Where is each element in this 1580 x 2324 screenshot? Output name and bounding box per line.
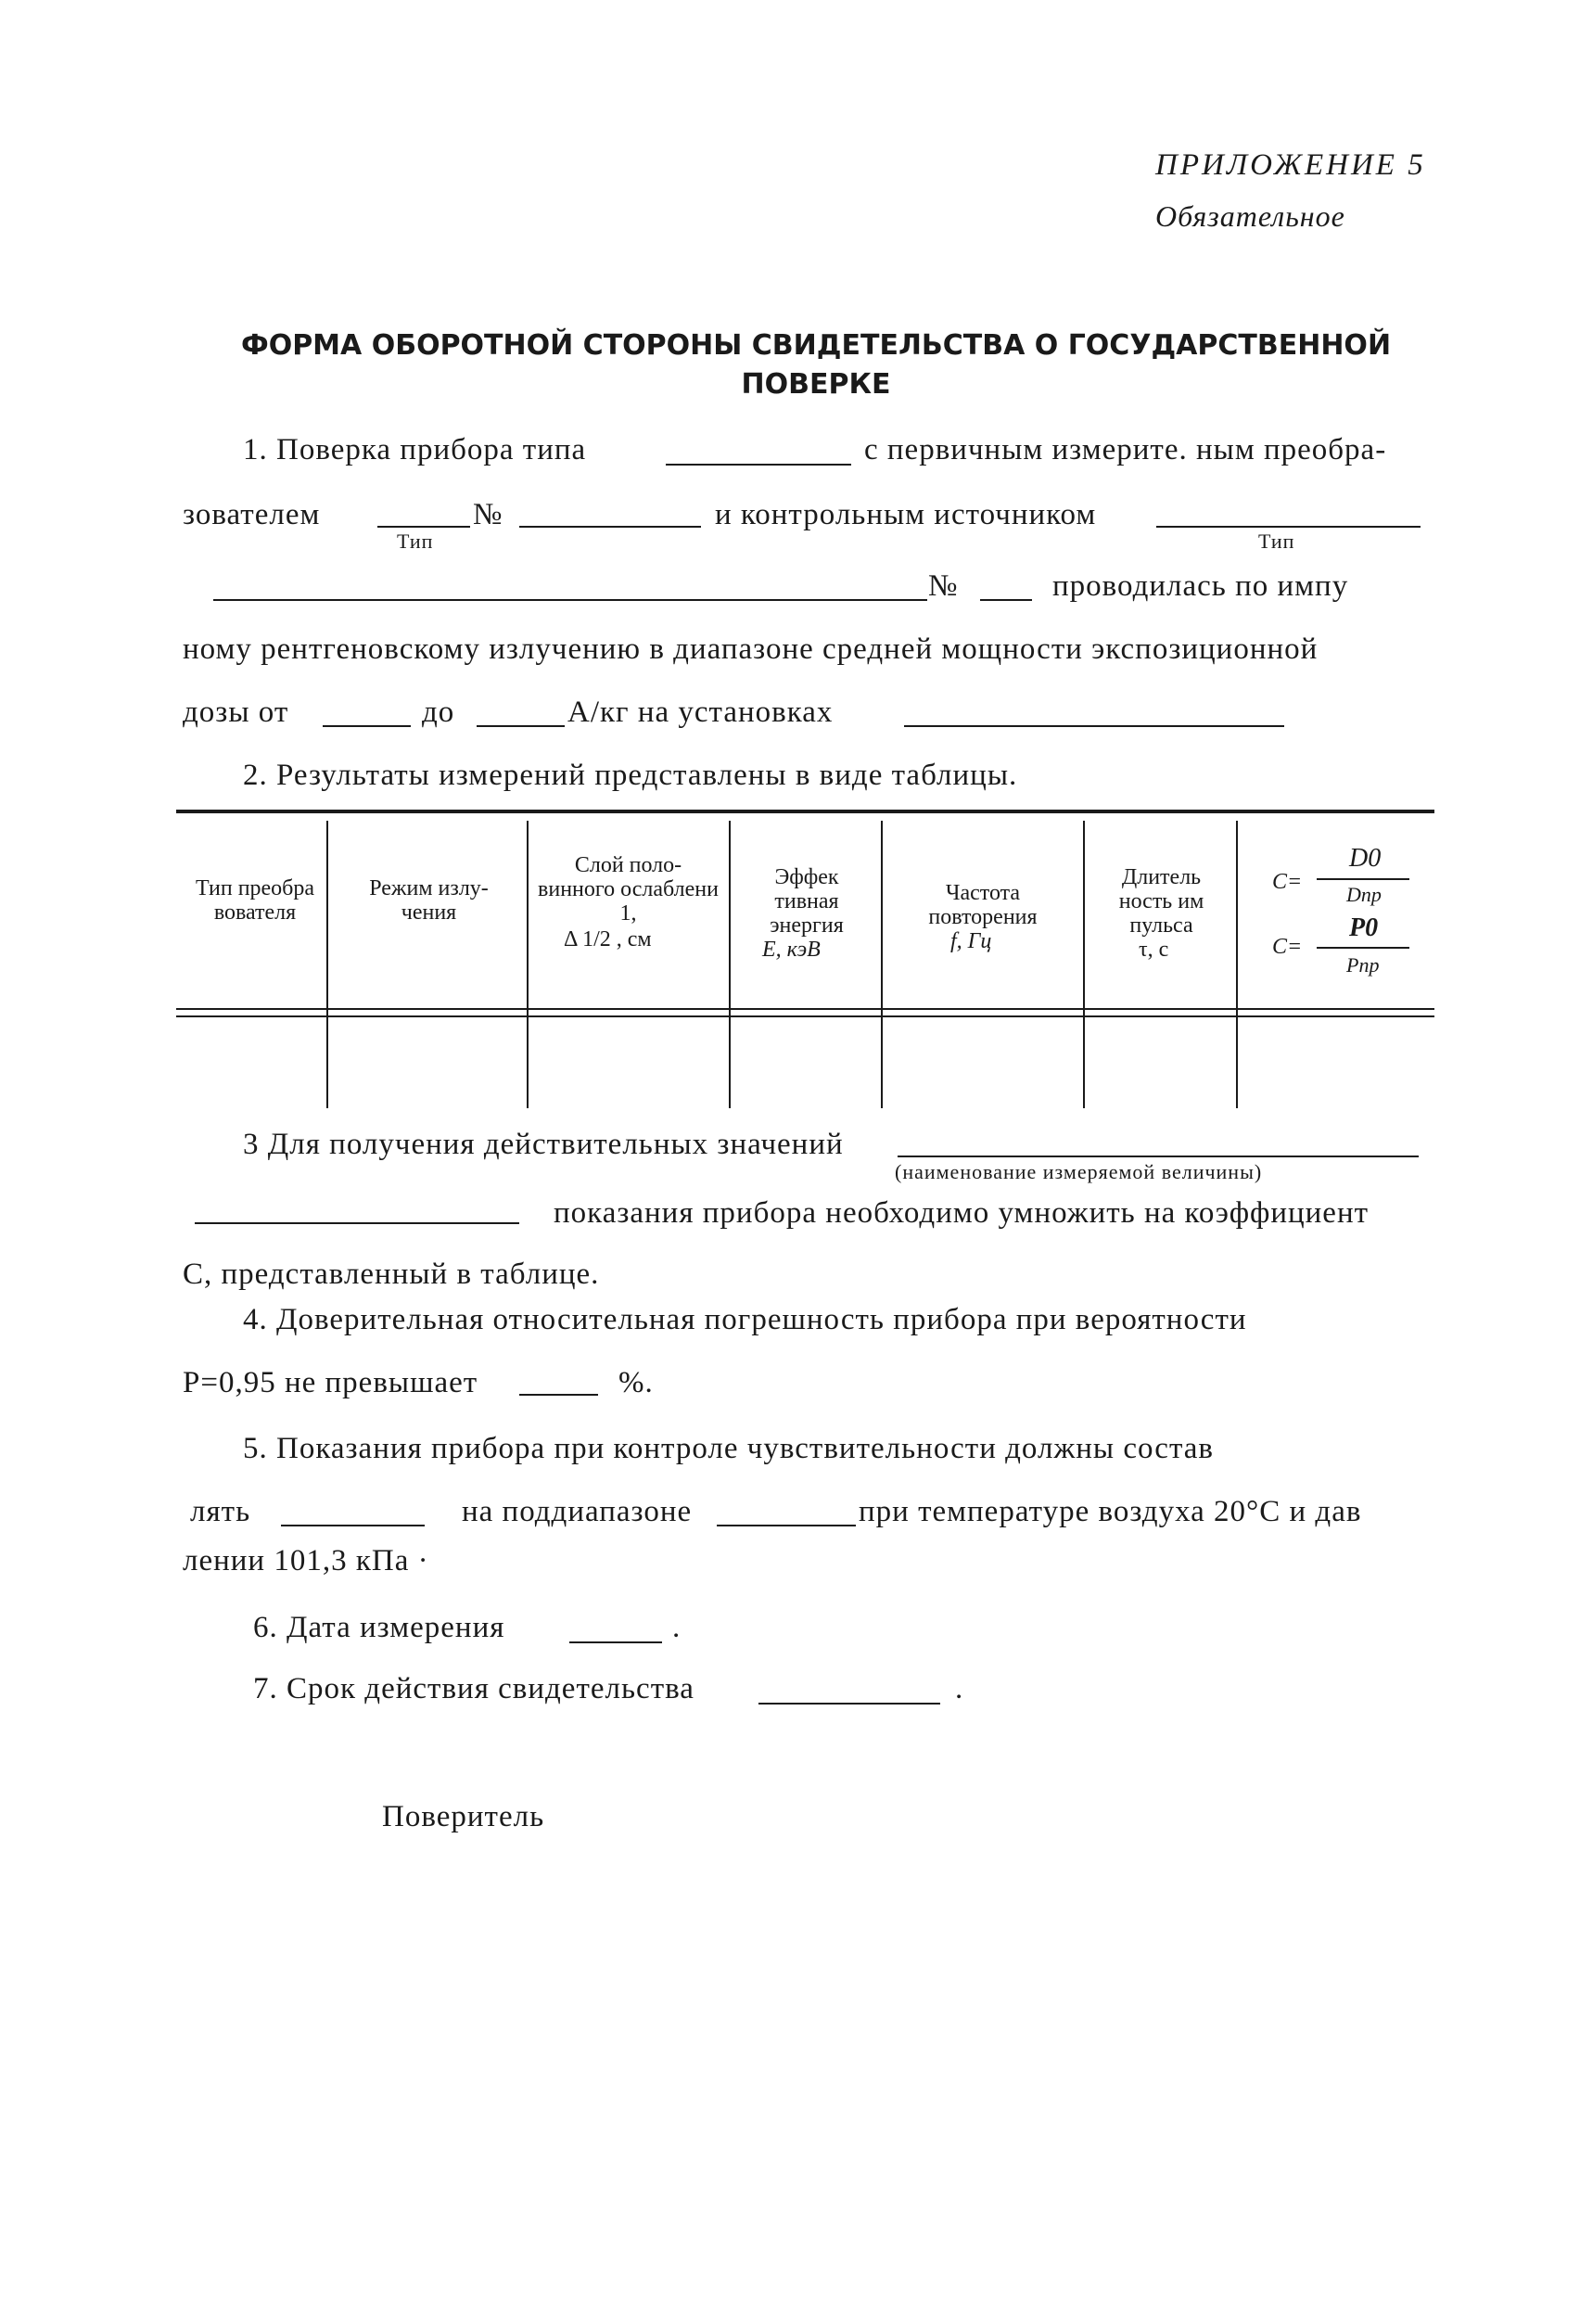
source-name-field[interactable]: [213, 599, 927, 601]
form-title-line1: ФОРМА ОБОРОТНОЙ СТОРОНЫ СВИДЕТЕЛЬСТВА О ГОСУДАРСТВЕННОЙ: [240, 329, 1392, 362]
measured-quantity-caption: (наименование измеряемой величины): [895, 1160, 1263, 1183]
item1-text-d: и контрольным источником: [715, 498, 1097, 531]
installations-field[interactable]: [904, 725, 1284, 727]
item4-text-b: P=0,95 не превышает: [183, 1366, 478, 1399]
col-repetition-rate: Частота повторения: [928, 881, 1038, 929]
item1-text-c: зователем: [183, 498, 321, 531]
item5-text-d: при температуре воздуха 20°С и дав: [859, 1495, 1362, 1528]
item1-text-e: проводилась по импу: [1052, 569, 1349, 603]
percent-sign: %.: [618, 1366, 654, 1399]
converter-number-field[interactable]: [519, 526, 701, 528]
type-caption-2: Тип: [1258, 530, 1295, 553]
sensitivity-value-field[interactable]: [281, 1525, 425, 1526]
item2-text: 2. Результаты измерений представлены в виде таблицы.: [243, 759, 1018, 792]
item5-text-e: лении 101,3 кПа ·: [183, 1544, 429, 1577]
subrange-field[interactable]: [717, 1525, 856, 1526]
col-converter-type: Тип преобра вователя: [195, 876, 315, 925]
source-number-field[interactable]: [980, 599, 1032, 601]
item4-text-a: 4. Доверительная относительная погрешность прибора при вероятности: [243, 1303, 1247, 1336]
appendix-label: ПРИЛОЖЕНИЕ 5: [1155, 148, 1426, 182]
item7-text: 7. Срок действия свидетельства: [253, 1672, 694, 1705]
validity-period-field[interactable]: [758, 1703, 940, 1705]
number-sign-2: №: [928, 569, 959, 603]
measurement-date-field[interactable]: [569, 1641, 662, 1643]
appendix-note: Обязательное: [1155, 199, 1345, 233]
item5-text-b: лять: [190, 1495, 251, 1528]
col-half-value-layer: Слой поло-винного ослаблени 1,: [538, 853, 719, 926]
form-title-line2: ПОВЕРКЕ: [741, 368, 891, 401]
item1-text-g: дозы от: [183, 696, 289, 729]
col-effective-energy-unit: E, кэВ: [762, 938, 821, 962]
item3-text-b: показания прибора необходимо умножить на коэффициент: [554, 1196, 1370, 1230]
item5-text-c: на поддиапазоне: [462, 1495, 693, 1528]
dose-from-field[interactable]: [323, 725, 411, 727]
number-sign: №: [473, 498, 503, 531]
item6-text: 6. Дата измерения: [253, 1611, 505, 1644]
measured-quantity-field-2[interactable]: [195, 1222, 519, 1224]
col-half-value-layer-unit: Δ 1/2 , см: [564, 927, 652, 951]
item1-text-h: до: [422, 696, 455, 729]
item6-dot: .: [672, 1611, 682, 1644]
item1-text-f: ному рентгеновскому излучению в диапазоне средней мощности экспозиционной: [183, 632, 1319, 666]
item1-text-a: 1. Поверка прибора типа: [243, 433, 587, 466]
type-caption: Тип: [397, 530, 434, 553]
item3-text-c: C, представленный в таблице.: [183, 1258, 600, 1291]
col-pulse-duration: Длитель ность им пульса: [1118, 865, 1204, 938]
source-type-field[interactable]: [1156, 526, 1421, 528]
dose-to-field[interactable]: [477, 725, 565, 727]
item3-text-a: 3 Для получения действительных значений: [243, 1128, 844, 1161]
col-pulse-duration-unit: τ, с: [1139, 938, 1169, 962]
item5-text-a: 5. Показания прибора при контроле чувствительности должны состав: [243, 1432, 1215, 1465]
verifier-label: Поверитель: [382, 1800, 545, 1833]
device-type-field[interactable]: [666, 464, 851, 466]
item1-text-b: с первичным измерите. ным преобра-: [864, 433, 1387, 466]
converter-type-field[interactable]: [377, 526, 470, 528]
col-mode: Режим излу-чения: [369, 876, 489, 925]
col-effective-energy: Эффек тивная энергия: [770, 865, 844, 938]
measured-quantity-field[interactable]: [898, 1156, 1419, 1157]
item7-dot: .: [955, 1672, 964, 1705]
error-value-field[interactable]: [519, 1394, 598, 1396]
col-repetition-rate-unit: f, Гц: [950, 929, 992, 953]
item1-text-i: А/кг на установках: [567, 696, 834, 729]
